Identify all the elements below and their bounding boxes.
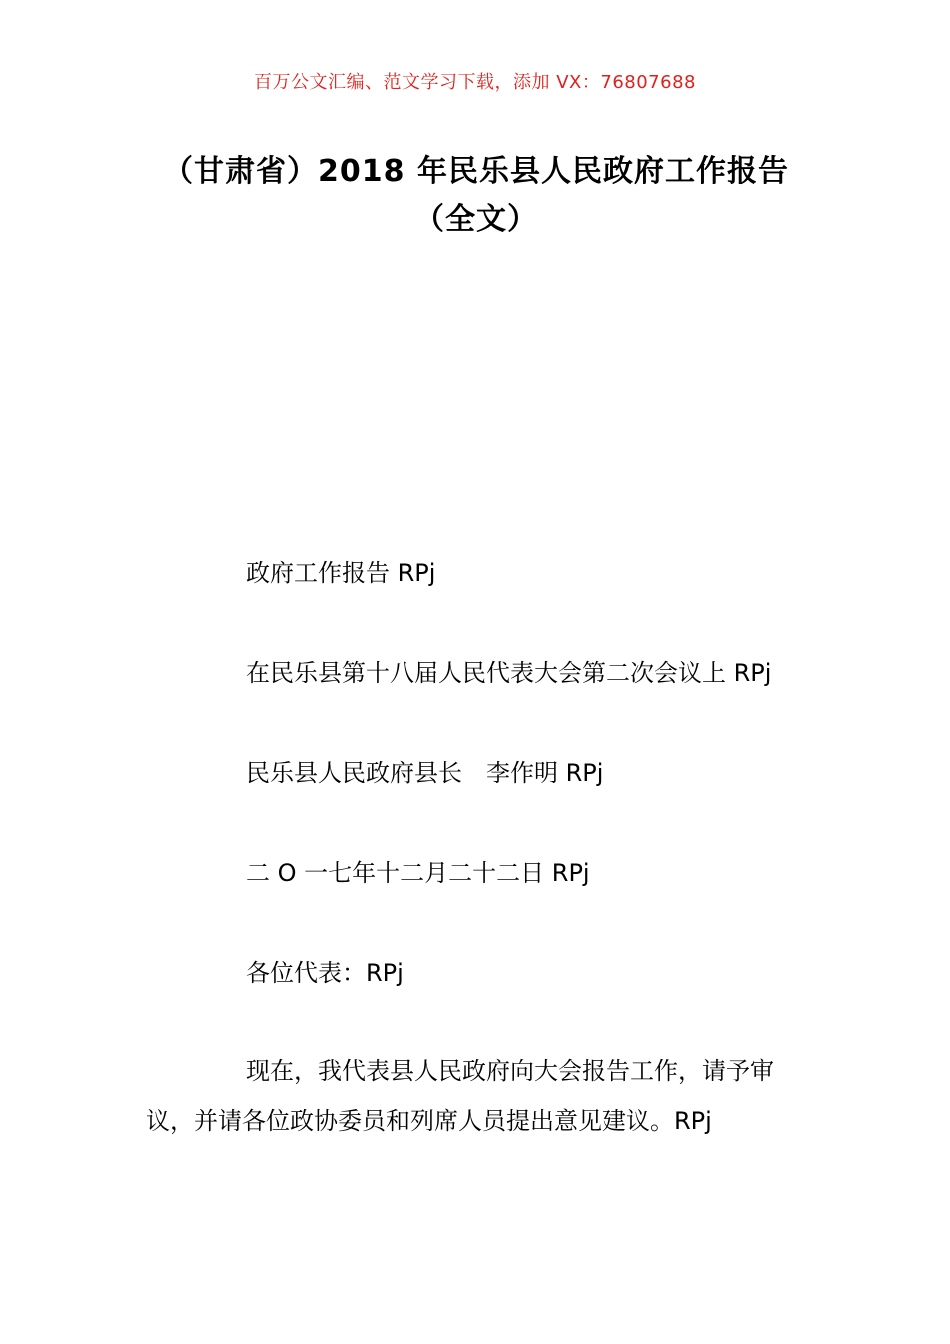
date-line: 二 O 一七年十二月二十二日 RPj	[246, 859, 590, 887]
speaker-line: 民乐县人民政府县长 李作明 RPj	[246, 759, 604, 787]
opening-paragraph	[146, 1046, 810, 1146]
watermark-header-note: 百万公文汇编、范文学习下载，添加 VX：76807688	[254, 72, 696, 93]
report-label-line: 政府工作报告 RPj	[246, 559, 436, 587]
meeting-line: 在民乐县第十八届人民代表大会第二次会议上 RPj	[246, 659, 772, 687]
opening-paragraph-text: 现在，我代表县人民政府向大会报告工作，请予审议，并请各位政协委员和列席人员提出意见建议。RPj	[146, 1057, 774, 1135]
salutation-line: 各位代表：RPj	[246, 959, 404, 987]
document-title: （甘肃省）2018 年民乐县人民政府工作报告（全文）	[163, 154, 789, 237]
